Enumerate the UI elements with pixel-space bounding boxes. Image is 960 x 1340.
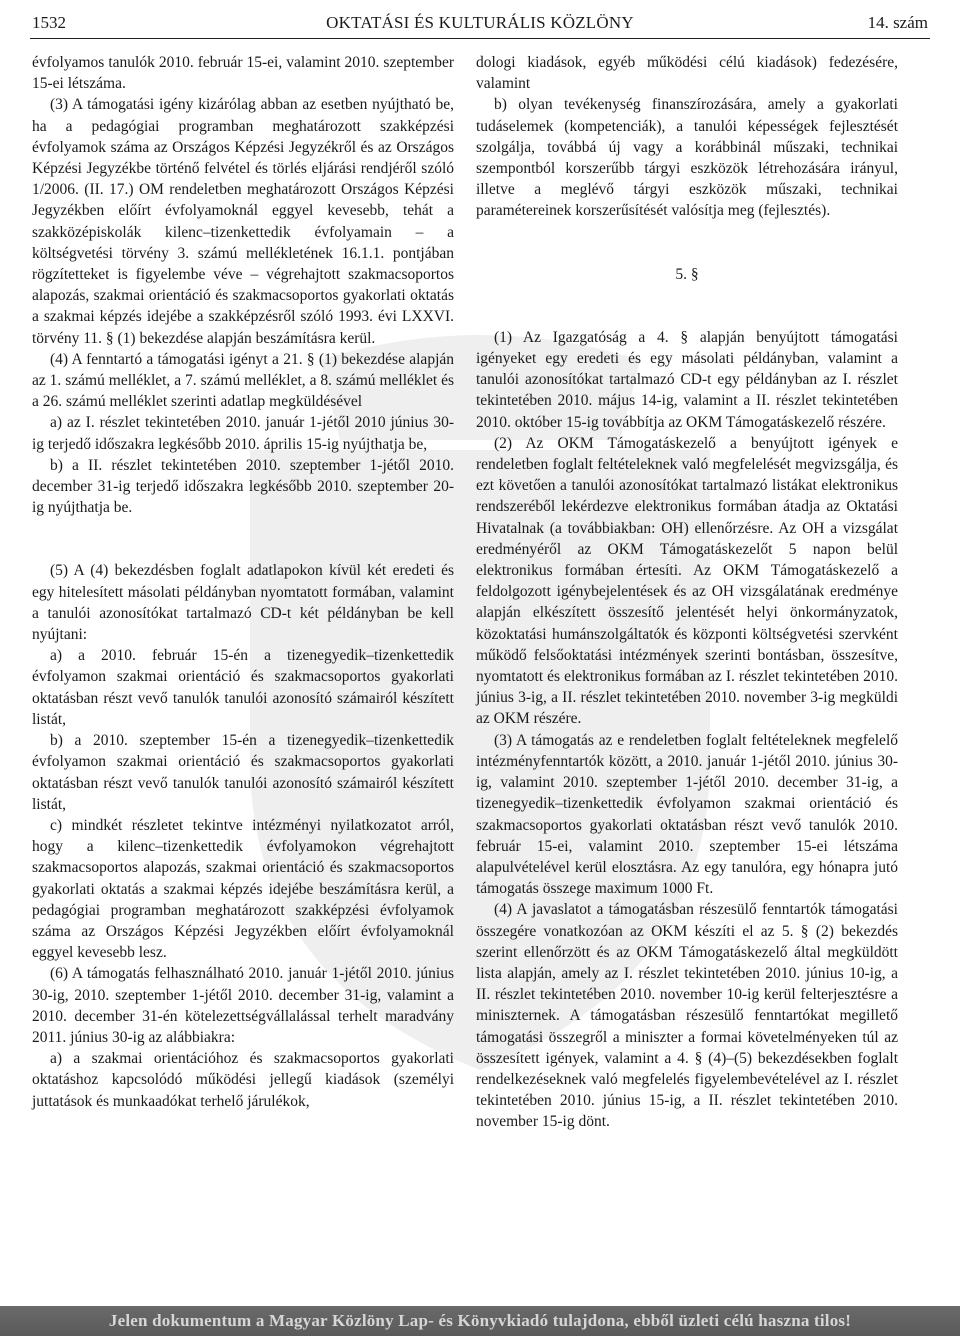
- paragraph: a) az I. részlet tekintetében 2010. január 1-jétől 2010 június 30-ig terjedő időszakra legkésőbb 2010. április 15-ig nyújthatja be,: [32, 414, 454, 453]
- journal-title: OKTATÁSI ÉS KULTURÁLIS KÖZLÖNY: [326, 13, 634, 32]
- page-header: [30, 10, 930, 36]
- paragraph: b) a II. részlet tekintetében 2010. szeptember 1-jétől 2010. december 31-ig terjedő időszakra legkésőbb 2010. szeptember 20-ig nyújthatja be.: [32, 456, 454, 517]
- section-heading: 5. §: [675, 265, 699, 283]
- paragraph: a) a 2010. február 15-én a tizenegyedik–tizenkettedik évfolyamon szakmai orientáció és szakmacsoportos gyakorlati oktatásban részt vevő tanulók tanulói azonosító számairól készített listát,: [32, 647, 454, 728]
- paragraph: c) mindkét részletet tekintve intézményi nyilatkozatot arról, hogy a kilenc–tizenkettedik évfolyamokon végrehajtott szakmacsoportos alapozás, szakmai orientáció és szakmacsoportos gyakorlati oktatás a szakmai képzés idejébe beszámításra kerül, a pedagógiai programban meghatározott szakképzési évfolyamok száma az Országos Képzési Jegyzékben előírt évfolyamoknál eggyel kevesebb lesz.: [32, 816, 454, 962]
- paragraph: (3) A támogatási igény kizárólag abban az esetben nyújtható be, ha a pedagógiai programban meghatározott szakképzési évfolyamok száma az Országos Képzési Jegyzékről és az Országos Képzési Jegyzékbe történő felvétel és törlés eljárási rendjéről szóló 1/2006. (II. 17.) OM rendeletben meghatározott Országos Képzési Jegyzékben előírt évfolyamoknál eggyel kevesebb, tehát a szakközépiskolák kilenc–tizenkettedik évfolyamain – a költségvetési törvény 3. számú mellékletének 16.1.1. pontjában rögzítetteket is figyelembe véve – végrehajtott szakmacsoportos alapozás, szakmai orientáció és szakmacsoportos gyakorlati oktatás a szakmai képzés idejébe a szakképzésről szóló 1993. évi LXXVI. törvény 11. § (1) bekezdése alapján beszámításra kerül.: [32, 96, 454, 347]
- paragraph: (3) A támogatás az e rendeletben foglalt feltételeknek megfelelő intézményfenntartók között, a 2010. január 1-jétől 2010. június 30-ig, valamint 2010. szeptember 1-jétől 2010. december 31-ig, a tizenegyedik–tizenkettedik évfolyamon szakmai orientáció és szakmacsoportos gyakorlati oktatásban részt vevő tanulók 2010. február 15-ei, valamint 2010. szeptember 15-ei létszáma alapulvételével kerül elosztásra. Az egy tanulóra, egy hónapra jutó támogatás összege maximum 1000 Ft.: [476, 731, 898, 898]
- paragraph: dologi kiadások, egyéb működési célú kiadások) fedezésére, valamint: [476, 54, 898, 93]
- issue-number: 14. szám: [867, 13, 928, 32]
- spacer: [32, 518, 454, 560]
- page-number: 1532: [32, 13, 66, 32]
- paragraph: a) a szakmai orientációhoz és szakmacsoportos gyakorlati oktatáshoz kapcsolódó működési jellegű kiadások (személyi juttatások és munkaadókat terhelő járulékok,: [32, 1050, 454, 1110]
- paragraph: b) olyan tevékenység finanszírozására, amely a gyakorlati tudáselemek (kompetenciák), a tanulói képességek fejlesztését szolgálja, továbbá új vagy a korábbinál műszaki, technikai szempontból korszerűbb tárgyi eszközök létrehozására irányul, illetve a meglévő tárgyi eszközök műszaki, technikai paramétereinek korszerűsítését valósítja meg (fejlesztés).: [476, 96, 898, 220]
- right-column: [476, 52, 898, 1133]
- paragraph: évfolyamos tanulók 2010. február 15-ei, valamint 2010. szeptember 15-ei létszáma.: [32, 54, 454, 93]
- spacer: [476, 222, 898, 264]
- paragraph: b) a 2010. szeptember 15-én a tizenegyedik–tizenkettedik évfolyamon szakmai orientáció és szakmacsoportos gyakorlati oktatásban részt vevő tanulók tanulói azonosító számairól készített listát,: [32, 732, 454, 813]
- paragraph: (5) A (4) bekezdésben foglalt adatlapokon kívül két eredeti és egy hitelesített másolati példányban nyomtatott formában, valamint a tanulói azonosítókat tartalmazó CD-t két példányban be kell nyújtani:: [32, 562, 454, 644]
- ownership-banner: Jelen dokumentum a Magyar Közlöny Lap- és Könyvkiadó tulajdona, ebből üzleti célú haszna tilos!: [0, 1306, 960, 1336]
- paragraph: (2) Az OKM Támogatáskezelő a benyújtott igények e rendeletben foglalt feltételeknek való megfelelését megvizsgálja, és ezt követően a tanulói azonosítókat tartalmazó listákat elektronikus rendszeréből lekérdezve elektronikus formában átadja az Oktatási Hivatalnak (a továbbiakban: OH) ellenőrzésre. Az OH a vizsgálat eredményéről az OKM Támogatáskezelőt 5 napon belül elektronikus formában értesíti. Az OKM Támogatáskezelő a feldolgozott igénybejelentések és az OH vizsgálatának eredménye alapján elkészített összesítő jelentését helyi önkormányzatok, közoktatási humánszolgáltatók és központi költségvetési szervként működő felsőoktatási intézmények szerinti bontásban, összesítve, nyomtatott és elektronikus formában az I. részlet tekintetében 2010. június 3-ig, a II. részlet tekintetében 2010. november 3-ig megküldi az OKM részére.: [476, 434, 898, 728]
- paragraph: (4) A fenntartó a támogatási igényt a 21. § (1) bekezdése alapján az 1. számú melléklet, a 7. számú melléklet, a 8. számú melléklet és a 26. számú melléklet szerinti adatlap megküldésével: [32, 350, 454, 411]
- paragraph: (4) A javaslatot a támogatásban részesülő fenntartók támogatási összegére vonatkozóan az OKM készíti el az 5. § (2) bekezdés szerint ellenőrzött és az OKM Támogatáskezelő által megküldött lista alapján, amely az I. részlet tekintetében 2010. június 10-ig, a II. részlet tekintetében 2010. november 10-ig kerül felterjesztésre a miniszternek. A támogatásban részesülő fenntartókat megillető támogatási összegről a miniszter a formai követelményeken túl az összesített igények, valamint a 4. § (4)–(5) bekezdésekben foglalt rendelkezéseknek való megfelelés figyelembevételével az I. részlet tekintetében 2010. június 15-ig, a II. részlet tekintetében 2010. november 15-ig dönt.: [476, 901, 898, 1131]
- paragraph: (1) Az Igazgatóság a 4. § alapján benyújtott támogatási igényeket egy eredeti és egy másolati példányban, valamint a tanulói azonosítókat tartalmazó CD-t egy példányban az I. részlet tekintetében 2010. május 14-ig, valamint a II. részlet tekintetében 2010. október 15-ig továbbítja az OKM Támogatáskezelő részére.: [476, 328, 898, 431]
- left-column: [32, 52, 454, 1112]
- header-divider: [30, 38, 930, 39]
- spacer: [476, 285, 898, 327]
- paragraph: (6) A támogatás felhasználható 2010. január 1-jétől 2010. június 30-ig, 2010. szeptember 1-jétől 2010. december 31-ig, valamint a 2010. december 31-én kötelezettségvállalással terhelt maradvány 2011. június 30-ig az alábbiakra:: [32, 965, 454, 1046]
